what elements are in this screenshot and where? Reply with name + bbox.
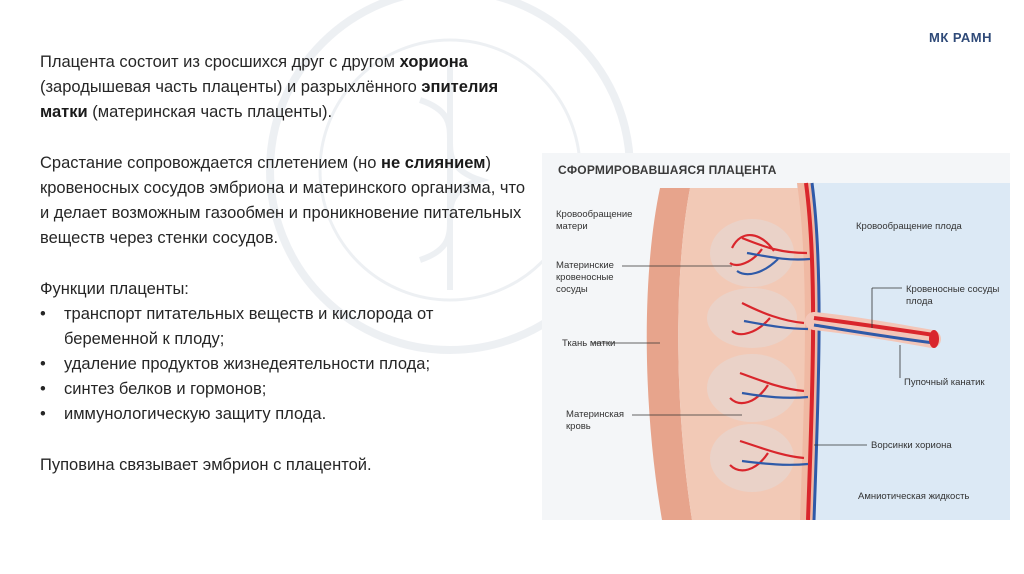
figure-title: СФОРМИРОВАВШАЯСЯ ПЛАЦЕНТА	[558, 163, 777, 177]
label-amniotic-fluid: Амниотическая жидкость	[858, 491, 970, 502]
label-maternal-blood: Материнская кровь	[566, 409, 625, 432]
label-chorionic-villi: Ворсинки хориона	[871, 440, 952, 451]
paragraph-umbilical-cord: Пуповина связывает эмбрион с плацентой.	[40, 456, 372, 474]
text-span: Плацента состоит из сросшихся друг с другом	[40, 53, 400, 71]
bullet-icon: •	[40, 355, 46, 373]
text-span: Срастание сопровождается сплетением (но	[40, 154, 382, 172]
list-item-text: транспорт питательных веществ и кислорода от беременной к плоду;	[64, 305, 434, 348]
bullet-icon: •	[40, 405, 46, 423]
term-chorion: хориона	[399, 53, 468, 71]
label-umbilical-cord: Пупочный канатик	[904, 377, 985, 388]
paragraph-placenta-structure	[40, 50, 530, 125]
text-span: ) кровеносных сосудов эмбриона и материнского организма, что и делает возможным газообмен и проникновение питательных веществ через стенки сосудов.	[40, 154, 526, 247]
cord-cut-end	[929, 330, 939, 348]
amniotic-fluid-area	[797, 183, 1010, 520]
label-maternal-vessels: Материнские кровеносные сосуды	[556, 260, 614, 295]
label-maternal-circulation: Кровообращение матери	[556, 209, 633, 232]
text-span: (зародышевая часть плаценты) и разрыхлённого	[40, 78, 422, 96]
label-fetal-circulation: Кровообращение плода	[856, 221, 962, 232]
paragraph-fusion	[40, 151, 530, 251]
brand-label: МК РАМН	[928, 30, 992, 45]
label-fetal-vessels: Кровеносные сосуды плода	[906, 284, 1000, 307]
term-not-fusion: не слиянием	[381, 154, 486, 172]
term-uterine-epithelium: эпителия матки	[40, 78, 499, 121]
list-item	[40, 377, 530, 402]
list-item	[40, 402, 530, 427]
functions-list	[40, 302, 530, 427]
list-item-text: синтез белков и гормонов;	[64, 380, 267, 398]
list-item	[40, 352, 530, 377]
placenta-figure	[542, 153, 1010, 520]
label-uterine-tissue: Ткань матки	[562, 338, 616, 349]
bullet-icon: •	[40, 380, 46, 398]
main-text	[40, 50, 530, 504]
functions-title: Функции плаценты:	[40, 280, 189, 298]
list-item	[40, 302, 530, 352]
bullet-icon: •	[40, 305, 46, 323]
list-item-text: удаление продуктов жизнедеятельности плода;	[64, 355, 431, 373]
list-item-text: иммунологическую защиту плода.	[64, 405, 327, 423]
text-span: (материнская часть плаценты).	[87, 103, 333, 121]
